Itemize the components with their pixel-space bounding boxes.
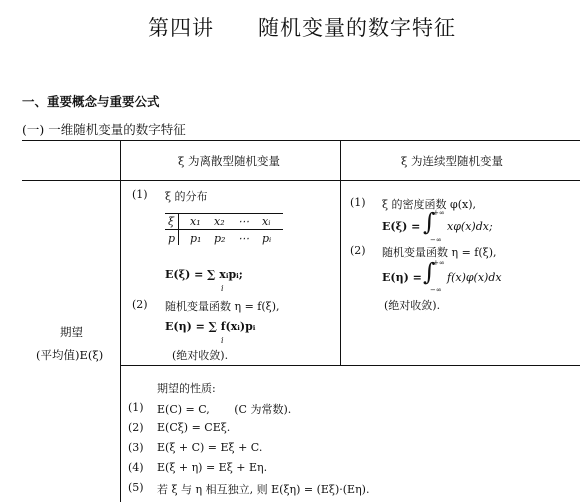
dist-cell: ⋯ [238,232,249,245]
property-text: E(Cξ) = CEξ. [157,421,231,434]
continuous-function-lhs: E(η) = [382,271,422,284]
continuous-item1-number: (1) [350,196,366,209]
dist-cell: p₁ [190,232,202,245]
integral-lower-limit: −∞ [430,286,442,294]
dist-cell: p₂ [214,232,226,245]
continuous-item2-number: (2) [350,244,366,257]
discrete-function-formula: E(η) = ∑ f(xᵢ)pᵢ [165,320,256,333]
dist-table-vrule [178,213,179,245]
property-number: (2) [128,421,144,434]
integral-upper-limit: +∞ [433,209,445,217]
integral-sign-icon: ∫ [423,208,436,236]
property-number: (4) [128,461,144,474]
dist-cell: xᵢ [262,215,271,228]
continuous-expectation-lhs: E(ξ) = [382,220,421,233]
discrete-sum-index: i [221,284,224,293]
section-heading: 一、重要概念与重要公式 [22,94,160,109]
discrete-item2-number: (2) [132,298,148,311]
property-text: 若 ξ 与 η 相互独立, 则 E(ξη) = (Eξ)·(Eη). [157,483,370,496]
property-text: E(ξ + C) = Eξ + C. [157,441,263,454]
discrete-func-sum-index: i [221,336,224,345]
subsection-heading: (一) 一维随机变量的数字特征 [22,122,186,137]
continuous-item1-title: ξ 的密度函数 φ(x), [382,198,477,211]
table-top-border [22,140,580,141]
dist-cell: x₁ [190,215,201,228]
property-number: (1) [128,401,144,414]
discrete-convergence-note: (绝对收敛). [172,349,229,362]
property-number: (5) [128,481,144,494]
continuous-function-rhs: f(x)φ(x)dx [447,271,502,284]
lecture-number: 第四讲 [148,16,214,40]
row-label-mean: (平均值)E(ξ) [36,348,104,362]
dist-table-mid-rule [165,229,283,230]
properties-heading: 期望的性质: [157,382,216,395]
discrete-item1-title: ξ 的分布 [165,190,208,203]
integral-upper-limit: +∞ [433,259,445,267]
property-text: E(ξ + η) = Eξ + Eη. [157,461,268,474]
dist-cell: pᵢ [262,232,272,245]
property-number: (3) [128,441,144,454]
row-label-expectation: 期望 [60,325,83,339]
lecture-topic: 随机变量的数字特征 [258,16,456,40]
table-header-border [22,180,580,181]
continuous-expectation-rhs: xφ(x)dx; [447,220,493,233]
discrete-expectation-formula: E(ξ) = ∑ xᵢpᵢ; [165,268,243,281]
header-continuous: ξ 为连续型随机变量 [401,154,503,168]
table-col-divider-2 [340,140,341,365]
dist-cell: p [168,232,176,245]
page-title [148,12,456,42]
property-text: E(C) = C, (C 为常数). [157,403,292,416]
dist-cell: x₂ [214,215,225,228]
integral-sign-icon: ∫ [423,258,436,286]
integral-lower-limit: −∞ [430,236,442,244]
dist-cell: ξ [168,215,175,228]
continuous-item2-title: 随机变量函数 η = f(ξ), [382,246,497,259]
discrete-item1-number: (1) [132,188,148,201]
table-props-divider [120,365,580,366]
dist-table-top-rule [165,213,283,214]
dist-cell: ⋯ [238,215,249,228]
continuous-convergence-note: (绝对收敛). [384,299,441,312]
table-col-divider-1 [120,140,121,502]
discrete-item2-title: 随机变量函数 η = f(ξ), [165,300,280,313]
header-discrete: ξ 为离散型随机变量 [178,154,280,168]
